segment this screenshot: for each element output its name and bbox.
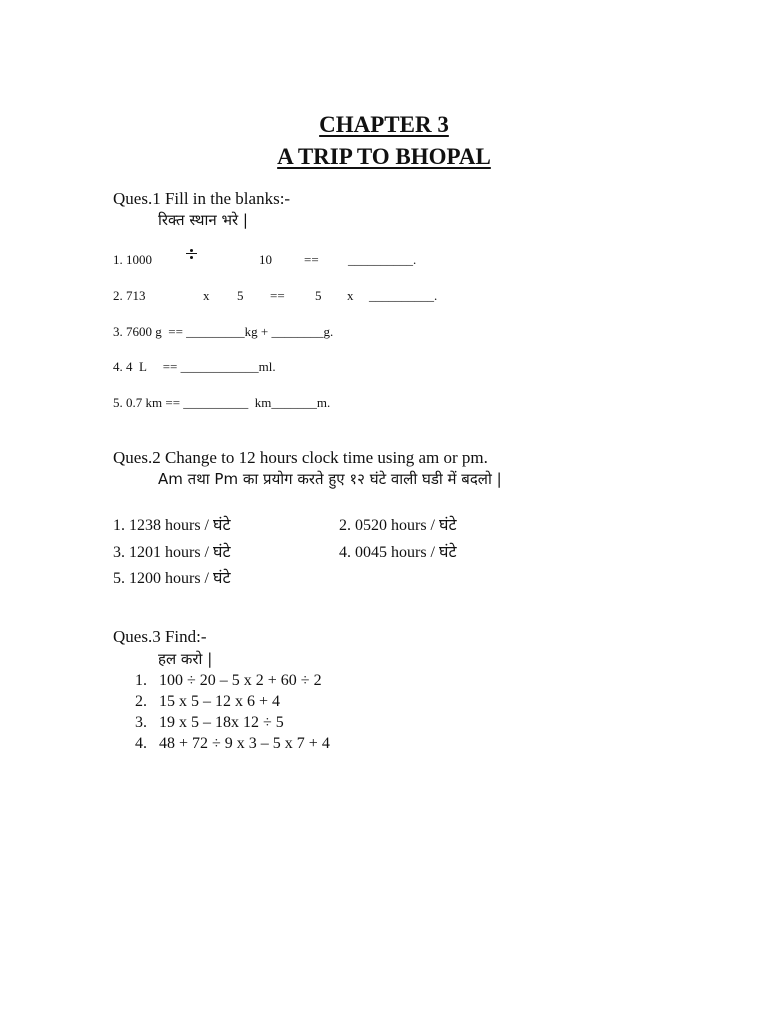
q1-item-1-number: 1. 1000 xyxy=(113,252,152,267)
q2-item-1: 1. 1238 hours / घंटे xyxy=(113,517,231,534)
q3-item-2-expression: 15 x 5 – 12 x 6 + 4 xyxy=(159,693,281,710)
q2-item-2: 2. 0520 hours / घंटे xyxy=(339,517,457,534)
q1-item-2-number: 2. 713 xyxy=(113,288,146,303)
q3-item-4-expression: 48 + 72 ÷ 9 x 3 – 5 x 7 + 4 xyxy=(159,735,330,752)
q3-item-3-expression: 19 x 5 – 18x 12 ÷ 5 xyxy=(159,714,284,731)
q3-heading: Ques.3 Find:- xyxy=(113,627,207,646)
q3-hindi-instruction: हल करो | xyxy=(158,650,213,668)
q3-item-1-number: 1. xyxy=(135,672,147,689)
q1-item-2-times-b: x xyxy=(347,288,354,303)
q1-item-5: 5. 0.7 km == __________ km_______m. xyxy=(113,395,331,410)
chapter-heading: CHAPTER 3 xyxy=(319,112,449,137)
q1-item-4: 4. 4 L == ____________ml. xyxy=(113,359,276,374)
q1-hindi-instruction: रिक्त स्थान भरे | xyxy=(158,211,248,229)
q1-item-3: 3. 7600 g == _________kg + ________g. xyxy=(113,324,334,339)
q2-item-4: 4. 0045 hours / घंटे xyxy=(339,544,457,561)
q3-item-2-number: 2. xyxy=(135,693,147,710)
q2-hindi-instruction: Am तथा Pm का प्रयोग करते हुए १२ घंटे वाली घडी में बदलो | xyxy=(158,470,502,488)
q1-item-1-equals: == xyxy=(304,252,319,267)
q1-item-1-blank: __________. xyxy=(348,252,417,267)
q1-item-2-equals: == xyxy=(270,288,285,303)
q1-heading: Ques.1 Fill in the blanks:- xyxy=(113,189,291,208)
q3-item-3-number: 3. xyxy=(135,714,147,731)
q3-item-1-expression: 100 ÷ 20 – 5 x 2 + 60 ÷ 2 xyxy=(159,672,322,689)
q2-item-3: 3. 1201 hours / घंटे xyxy=(113,544,231,561)
q2-heading: Ques.2 Change to 12 hours clock time using am or pm. xyxy=(113,448,488,467)
q2-item-5: 5. 1200 hours / घंटे xyxy=(113,570,231,587)
page-title: A TRIP TO BHOPAL xyxy=(277,144,491,169)
q1-item-2-blank: __________. xyxy=(369,288,438,303)
q1-item-2-five-b: 5 xyxy=(315,288,322,303)
q1-item-1-divisor: 10 xyxy=(259,252,272,267)
division-sign-icon xyxy=(186,247,198,261)
q1-item-2-times: x xyxy=(203,288,210,303)
q1-item-2-five: 5 xyxy=(237,288,244,303)
q3-item-4-number: 4. xyxy=(135,735,147,752)
